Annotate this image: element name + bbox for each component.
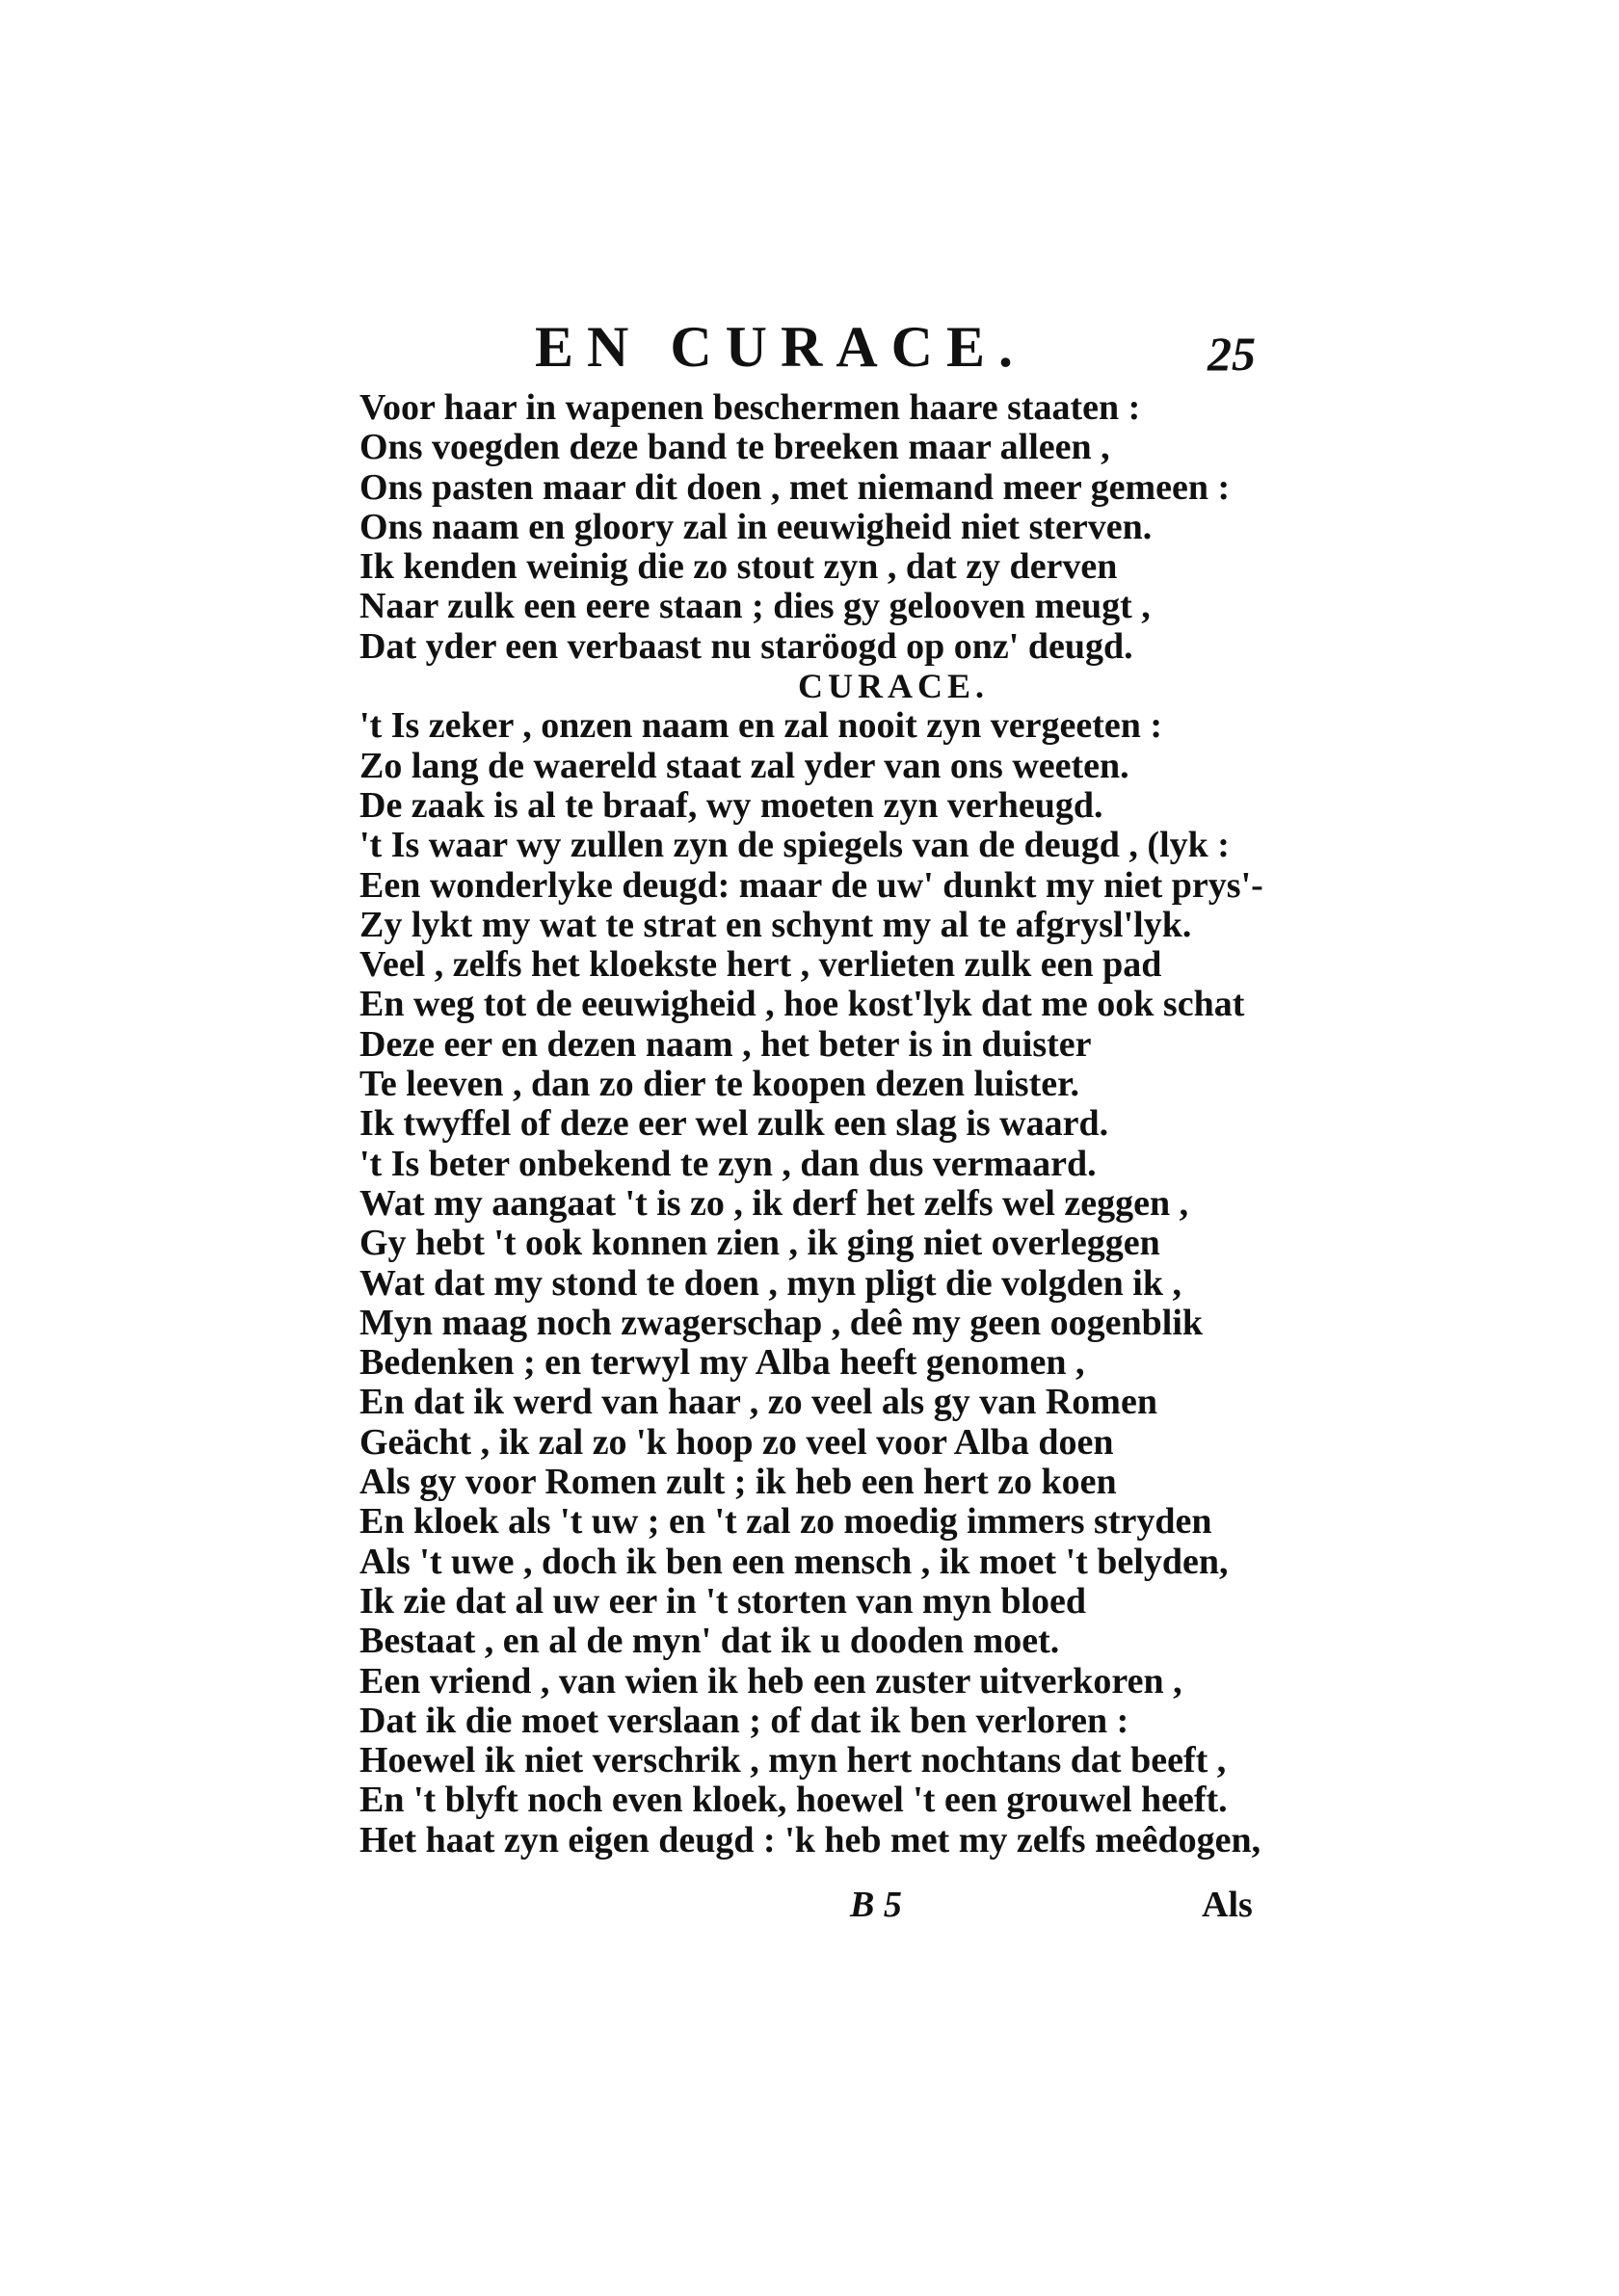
verse-line: Zy lykt my wat te strat en schynt my al te afgrysl'lyk. [359,904,1192,945]
verse-line: Voor haar in wapenen beschermen haare staaten : [359,387,1141,428]
verse-line: Bestaat , en al de myn' dat ik u dooden moet. [359,1621,1060,1662]
verse-line: Wat dat my stond te doen , myn pligt die volgden ik , [359,1262,1181,1304]
verse-line: Bedenken ; en terwyl my Alba heeft genomen , [359,1342,1085,1384]
verse-line: Geächt , ik zal zo 'k hoop zo veel voor Alba doen [359,1421,1114,1463]
verse-line: Gy hebt 't ook konnen zien , ik ging niet overleggen [359,1223,1160,1264]
verse-block [359,388,1275,1861]
verse-line: Als 't uwe , doch ik ben een mensch , ik moet 't belyden, [359,1541,1229,1582]
verse-line: Dat ik die moet verslaan ; of dat ik ben verloren : [359,1700,1129,1741]
verse-line: Wat my aangaat 't is zo , ik derf het zelfs wel zeggen , [359,1182,1189,1224]
verse-line: Hoewel ik niet verschrik , myn hert nochtans dat beeft , [359,1740,1227,1781]
verse-line: Zo lang de waereld staat zal yder van ons weeten. [359,745,1129,786]
verse-line: En 't blyft noch even kloek, hoewel 't een grouwel heeft. [359,1780,1228,1821]
verse-line: Het haat zyn eigen deugd : 'k heb met my zelfs meêdogen, [359,1819,1261,1861]
verse-line: 't Is zeker , onzen naam en zal nooit zyn vergeeten : [359,705,1163,747]
verse-line: Ons naam en gloory zal in eeuwigheid niet sterven. [359,506,1153,547]
verse-line: Deze eer en dezen naam , het beter is in duister [359,1023,1092,1065]
verse-line: En weg tot de eeuwigheid , hoe kost'lyk dat me ook schat [359,984,1245,1025]
verse-line: 't Is beter onbekend te zyn , dan dus vermaard. [359,1143,1097,1184]
speaker-name: CURACE. [798,667,990,706]
verse-line: Dat yder een verbaast nu staröogd op onz' deugd. [359,625,1133,667]
verse-line: Ik twyffel of deze eer wel zulk een slag is waard. [359,1103,1109,1145]
page-number: 25 [1208,327,1256,381]
verse-line: Een wonderlyke deugd: maar de uw' dunkt my niet prys'- [359,864,1263,906]
verse-line: Te leeven , dan zo dier te koopen dezen luister. [359,1064,1079,1105]
signature-mark: B 5 [850,1885,902,1925]
verse-line: Ik zie dat al uw eer in 't storten van myn bloed [359,1580,1087,1622]
verse-line: Myn maag noch zwagerschap , deê my geen oogenblik [359,1302,1204,1343]
verse-line: Ik kenden weinig die zo stout zyn , dat zy derven [359,546,1118,588]
verse-line: Ons voegden deze band te breeken maar alleen , [359,427,1110,468]
verse-line: Veel , zelfs het kloekste hert , verlieten zulk een pad [359,944,1162,986]
verse-line: Een vriend , van wien ik heb een zuster uitverkoren , [359,1660,1182,1702]
verse-line: 't Is waar wy zullen zyn de spiegels van de deugd , (lyk : [359,825,1230,866]
verse-line: En kloek als 't uw ; en 't zal zo moedig immers stryden [359,1501,1212,1543]
running-title: EN CURACE. [535,315,1027,379]
catchword: Als [1202,1885,1253,1925]
verse-line: Als gy voor Romen zult ; ik heb een hert zo koen [359,1462,1117,1503]
verse-line: Naar zulk een eere staan ; dies gy gelooven meugt , [359,586,1151,627]
verse-line: De zaak is al te braaf, wy moeten zyn verheugd. [359,784,1103,826]
verse-line: Ons pasten maar dit doen , met niemand meer gemeen : [359,466,1231,508]
verse-line: En dat ik werd van haar , zo veel als gy van Romen [359,1382,1157,1423]
